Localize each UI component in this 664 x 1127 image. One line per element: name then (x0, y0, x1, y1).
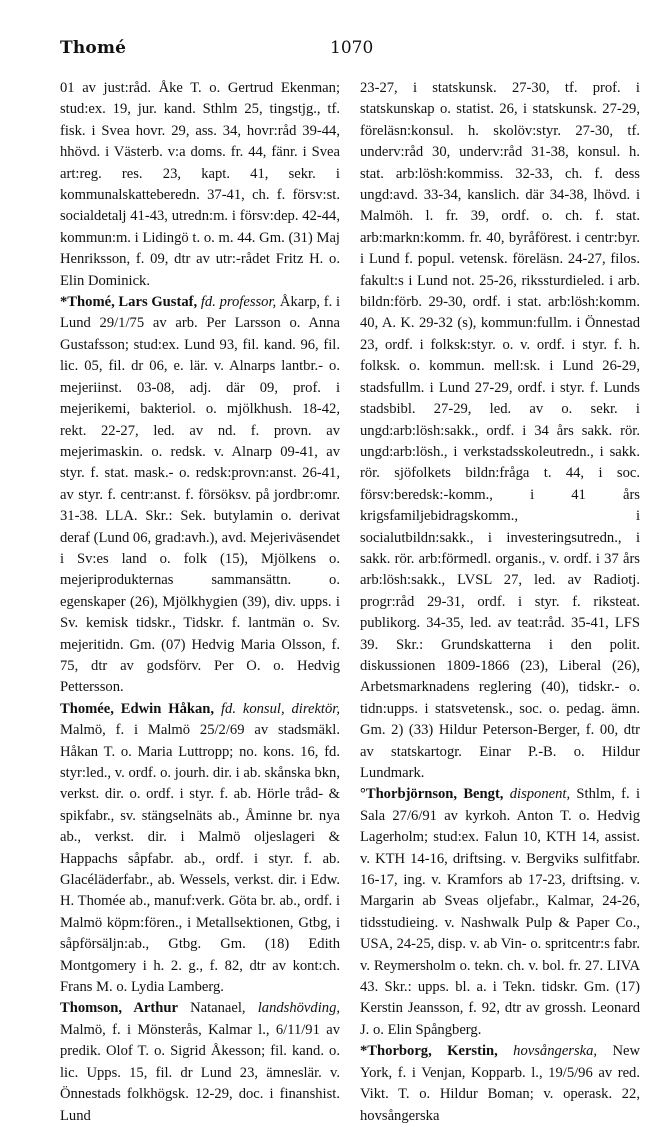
entry-body: Malmö, f. i Mönsterås, Kalmar l., 6/11/91 av predik. Olof T. o. Sigrid Åkesson; fil. kand. o. lic. Upps. 15, fil. dr Lund 23, ämneslär. v. Önnestads folkhögsk. 12-29, doc. i finanshist. Lund (60, 1021, 340, 1124)
left-column (60, 78, 340, 1127)
entry-title: disponent, (509, 786, 571, 803)
running-head: Thomé (60, 38, 127, 58)
entry-name: *Thomé, Lars Gustaf, (60, 294, 198, 311)
entry-name: Thomée, Edwin Håkan, (60, 700, 215, 717)
entry-title: fd. professor, (200, 294, 277, 311)
entry-thorbjornson-bengt (360, 784, 640, 1041)
entry-body: 01 av just:råd. Åke T. o. Gertrud Ekenman; stud:ex. 19, jur. kand. Sthlm 25, tingstjg., tf. fisk. i Svea hovr. 29, ass. 34, hovr:råd 39-44, hhövd. i Västerb. v:a doms. fr. 44, fänr. i Svea art:reg. res. 23, kapt. 41, sekr. i kommunalskatteberedn. 37-41, ch. f. försv:st. socialdetalj 41-43, utredn:m. i försv:dep. 42-44, kommun:m. i Lidingö t. o. m. 44. Gm. (31) Maj Henriksson, f. 09, dtr av utr:-rådet Fritz H. o. Elin Dominick. (60, 80, 340, 289)
entry-thomee-edwin (60, 699, 340, 999)
entry-body: 23-27, i statskunsk. 27-30, tf. prof. i statskunskap o. statist. 26, i statskunsk. 27-29, föreläsn:konsul. h. skolöv:styr. 27-30, tf. underv:råd 30, underv:råd 31-38, konsul. h. stat. arb:lösh:kommiss. 32-33, ch. f. dess ungd:avd. 33-34, kanslich. där 34-38, lhövd. i Malmöh. l. fr. 39, ordf. o. ch. f. stat. arb:markn:komm. fr. 40, byråförest. i centr:byr. i Lund f. popul. vetensk. föreläsn. 24-27, filos. fakult:s i Lund not. 25-26, rikssturdieled. i arb. bildn:förb. 29-30, ordf. i stat. arb:lösh:komm. 40, A. K. 29-32 (s), kommun:fullm. i Önnestad 23, ordf. i folksk:styr. o. v. ordf. i styr. f. h. folksk. o. kommun. mell:sk. i Lund 26-29, stadsfullm. i Lund 27-29, ordf. i styr. f. Lunds stadsbibl. 27-29, led. av o. sekr. i ungd:arb:lösh:sakk., ordf. i 34 års sakk. rör. ungd:arb:lösh., i verkstadsskoleutredn., i sakk. rör. sjöfolkets bildn:fråga t. 44, i soc. försv:beredsk:-komm., i 41 års krigsfamiljebidragskomm., i socialutbildn:sakk., i investeringsutredn., i sakk. rör. arb:förmedl. organis., v. ordf. i 37 års arb:lösh:sakk., LVSL 27, led. av Radiotj. progr:råd 29-31, ordf. i styr. f. riksteat. publikorg. 34-35, led. av teat:råd. 35-41, LFS 39. Skr.: Grundskatterna i den polit. diskussionen 1809-1866 (23), Liberal (26), Arbetsmarknadens reglering (40), tidskr.- o. tidn:upps. i statsvetensk., soc. o. pedag. ämn. Gm. 2) (33) Hildur Peterson-Berger, f. 00, dtr av statskartogr. Einar P.-B. o. Hildur Lundmark. (360, 80, 640, 781)
entry-thomson-arthur (60, 998, 340, 1126)
right-column (360, 78, 640, 1127)
entry-name: °Thorbjörnson, Bengt, (360, 786, 504, 803)
page-header (0, 0, 664, 60)
entry-continuation (360, 78, 640, 784)
entry-body: New York, f. i Venjan, Kopparb. l., 19/5/96 av red. Vikt. T. o. Hildur Boman; v. operask. 22, hovsångerska (360, 1043, 641, 1124)
entry-name: Thomson, Arthur (60, 1000, 178, 1017)
entry-title: landshövding, (257, 1000, 341, 1017)
entry-thorborg-kerstin (360, 1041, 640, 1127)
entry-thome-lars-gustaf (60, 292, 340, 699)
entry-body: Sthlm, f. i Sala 27/6/91 av kyrkoh. Anton T. o. Hedvig Lagerholm; stud:ex. Falun 10, KTH 14, assist. v. KTH 14-16, driftsing. v. Bergviks sulfitfabr. 16-17, ing. v. Kramfors ab 17-23, driftsing. v. Margarin ab Sveas oljefabr., Kalmar, 24-26, tidsstudieing. v. Nashwalk Pulp & Paper Co., USA, 24-25, disp. v. ab Vin- o. spritcentr:s fabr. v. Reymersholm o. tekn. ch. v. bol. fr. 27. LIVA 43. Skr.: upps. bl. a. i Tekn. tidskr. Gm. (17) Kerstin Jeansson, f. 92, dtr av grossh. Leonard J. o. Elin Spångberg. (360, 786, 641, 1038)
entry-name-rest: Natanael, (190, 1000, 246, 1017)
entry-body: Malmö, f. i Malmö 25/2/69 av stadsmäkl. Håkan T. o. Maria Luttropp; no. kons. 16, fd. styr:led., v. ordf. o. jourh. dir. i ab. skånska bkn, verkst. dir. o. ordf. i styr. f. ab. Hörle tråd- & spikfabr., sv. stängselnäts ab., Åminne br. nya ab., verkst. dir. i Malmö oljeslageri & Happachs såpfabr. ab., ordf. i styr. f. ab. Glacéläderfabr., ab. Wessels, verkst. dir. i Edw. H. Thomée ab., manuf:verk. Göta br. ab., ordf. i Malmö köpm:fören., i Metallsektionen, Gtbg, i såpförsäljn:ab., Gtbg. Gm. (18) Edith Montgomery i h. 2. g., f. 82, dtr av kont:ch. Frans M. o. Lydia Lamberg. (60, 722, 340, 996)
page-number: 1070 (330, 38, 374, 58)
entry-title: fd. konsul, direktör, (220, 700, 340, 717)
entry-body: Åkarp, f. i Lund 29/1/75 av arb. Per Larsson o. Anna Gustafsson; stud:ex. Lund 93, fil. kand. 96, fil. lic. 05, fil. dr 06, e. lär. v. Alnarps lantbr.- o. mejeriinst. 03-08, adj. där 09, prof. i mejerikemi, bakteriol. o. mjölkhush. 18-42, rekt. 22-27, led. av nd. f. provn. av mejerimaskin. o. redsk. v. Alnarp 09-41, av styr. f. stat. mask.- o. redsk:provn:anst. 26-41, av styr. f. centr:anst. f. försöksv. på jordbr:omr. 31-38. LLA. Skr.: Sek. butylamin o. derivat deraf (Lund 06, grad:avh.), avd. Mejeriväsendet i Sv:es land o. folk (15), Mjölkens o. mejeriprodukternas sammansättn. o. egenskaper (26), Mjölkhygien (39), div. upps. i Sv. kemisk tidskr., Tidskr. f. lantmän o. Sv. mejeritidn. Gm. (07) Hedvig Maria Olsson, f. 75, dtr av godsförv. Per O. o. Hedvig Pettersson. (60, 294, 341, 696)
entry-title: hovsångerska, (513, 1043, 598, 1060)
entry-continuation (60, 78, 340, 292)
entry-name: *Thorborg, Kerstin, (360, 1043, 498, 1060)
